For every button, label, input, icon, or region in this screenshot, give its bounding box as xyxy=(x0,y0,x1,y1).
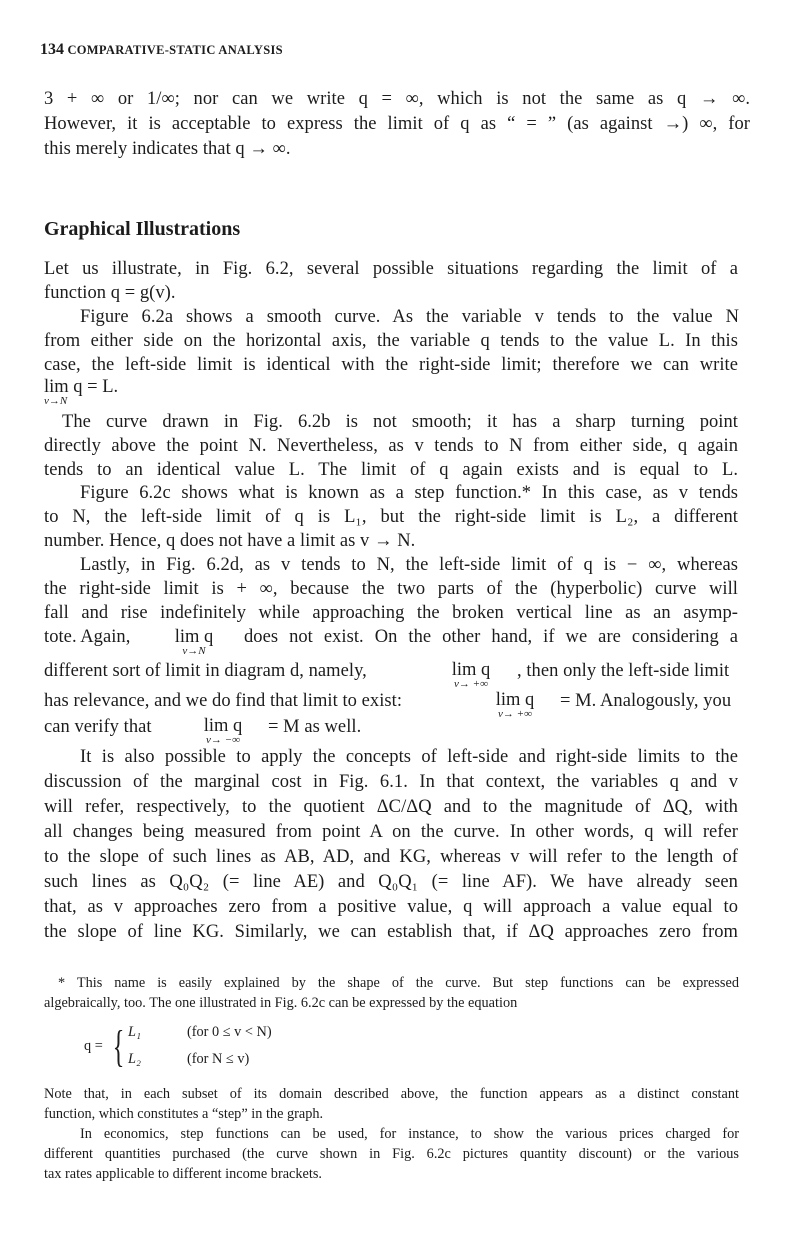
limit-subscript: v→N xyxy=(182,645,206,657)
body-line: , then only the left-side limit xyxy=(517,661,730,681)
limit-subscript: v→ −∞ xyxy=(206,734,240,746)
body-line: function q = g(v). xyxy=(44,283,176,303)
body-line: case, the left-side limit is identical with the right-side limit; therefore we can write xyxy=(44,355,738,375)
body-line: different sort of limit in diagram d, namely, xyxy=(44,661,367,681)
body-line: Lastly, in Fig. 6.2d, as v tends to N, the left-side limit of q is − ∞, whereas xyxy=(80,555,738,575)
case-2-condition: (for N ≤ v) xyxy=(187,1051,250,1067)
intro-line-2: However, it is acceptable to express the limit of q as “ = ” (as against →) ∞, for xyxy=(44,114,750,134)
page-number: 134 xyxy=(40,41,64,58)
limit-expression: lim q xyxy=(174,627,214,647)
case-2-value: L₂ xyxy=(128,1051,141,1067)
limit-subscript: v→ +∞ xyxy=(454,678,488,690)
body-line: = M as well. xyxy=(268,717,362,737)
body-line: does not exist. On the other hand, if we are considering a xyxy=(244,627,738,647)
body-line: will refer, respectively, to the quotient ΔC/ΔQ and to the magnitude of ΔQ, with xyxy=(44,797,738,817)
body-line: from either side on the horizontal axis, the variable q tends to the value L. In this xyxy=(44,331,738,351)
body-line: such lines as Q₀Q₂ (= line AE) and Q₀Q₁ (= line AF). We have already seen xyxy=(44,872,738,892)
footnote-line: In economics, step functions can be used, for instance, to show the various prices charged for xyxy=(80,1126,739,1142)
body-line: tote. Again, xyxy=(44,627,131,647)
footnote-line: tax rates applicable to different income brackets. xyxy=(44,1166,323,1182)
section-heading: Graphical Illustrations xyxy=(44,218,241,240)
footnote-line: * This name is easily explained by the shape of the curve. But step functions can be expressed xyxy=(58,975,739,991)
body-line: Let us illustrate, in Fig. 6.2, several possible situations regarding the limit of a xyxy=(44,259,738,279)
step-equation xyxy=(84,1022,384,1078)
running-header xyxy=(40,41,283,59)
limit-expression: lim q xyxy=(451,660,491,680)
body-line: discussion of the marginal cost in Fig. 6.1. In that context, the variables q and v xyxy=(44,772,738,792)
body-line: the slope of line KG. Similarly, we can establish that, if ΔQ approaches zero from xyxy=(44,922,738,942)
equation-lhs: q = xyxy=(84,1038,103,1054)
footnote-line: algebraically, too. The one illustrated in Fig. 6.2c can be expressed by the equation xyxy=(44,995,518,1011)
body-line: Figure 6.2c shows what is known as a step function.* In this case, as v tends xyxy=(80,483,738,503)
intro-line-1: 3 + ∞ or 1/∞; nor can we write q = ∞, which is not the same as q → ∞. xyxy=(44,89,750,109)
limit-subscript: v→N xyxy=(44,395,68,407)
footnote-line: Note that, in each subset of its domain described above, the function appears as a distinct constant xyxy=(44,1086,739,1102)
limit-expression-5 xyxy=(176,717,270,746)
limit-subscript: v→ +∞ xyxy=(498,708,532,720)
body-line: directly above the point N. Nevertheless, as v tends to N from either side, q again xyxy=(44,436,738,456)
limit-expression-3 xyxy=(424,661,518,690)
brace-icon: { xyxy=(112,1022,125,1071)
body-line: the right-side limit is + ∞, because the two parts of the (hyperbolic) curve will xyxy=(44,579,738,599)
body-line: all changes being measured from point A on the curve. In other words, q will refer xyxy=(44,822,738,842)
footnote-line: function, which constitutes a “step” in the graph. xyxy=(44,1106,324,1122)
limit-expression: lim q xyxy=(203,716,243,736)
body-line: number. Hence, q does not have a limit as v → N. xyxy=(44,531,416,551)
case-1-value: L₁ xyxy=(128,1024,141,1040)
body-line: tends to an identical value L. The limit of q again exists and is equal to L. xyxy=(44,460,738,480)
limit-expression: lim q xyxy=(495,690,535,710)
body-line: = M. Analogously, you xyxy=(560,691,732,711)
limit-expression-1 xyxy=(44,378,118,407)
body-line: to N, the left-side limit of q is L₁, but the right-side limit is L₂, a different xyxy=(44,507,738,527)
body-line: fall and rise indefinitely while approaching the broken vertical line as an asymp- xyxy=(44,603,738,623)
body-line: It is also possible to apply the concepts of left-side and right-side limits to the xyxy=(80,747,738,767)
body-line: to the slope of such lines as AB, AD, and KG, whereas v will refer to the length of xyxy=(44,847,738,867)
body-line: The curve drawn in Fig. 6.2b is not smooth; it has a sharp turning point xyxy=(62,412,738,432)
body-line: Figure 6.2a shows a smooth curve. As the variable v tends to the value N xyxy=(80,307,739,327)
limit-expression: lim q = L. xyxy=(44,377,119,397)
intro-line-3: this merely indicates that q → ∞. xyxy=(44,139,291,159)
case-1-condition: (for 0 ≤ v < N) xyxy=(187,1024,272,1040)
limit-expression-2 xyxy=(154,628,234,657)
body-line: has relevance, and we do find that limit to exist: xyxy=(44,691,403,711)
body-line: that, as v approaches zero from a positive value, q will approach a value equal to xyxy=(44,897,738,917)
footnote-line: different quantities purchased (the curve shown in Fig. 6.2c pictures quantity discount) or the various xyxy=(44,1146,739,1162)
running-title: COMPARATIVE-STATIC ANALYSIS xyxy=(67,43,283,57)
limit-expression-4 xyxy=(466,691,564,720)
body-line: can verify that xyxy=(44,717,152,737)
